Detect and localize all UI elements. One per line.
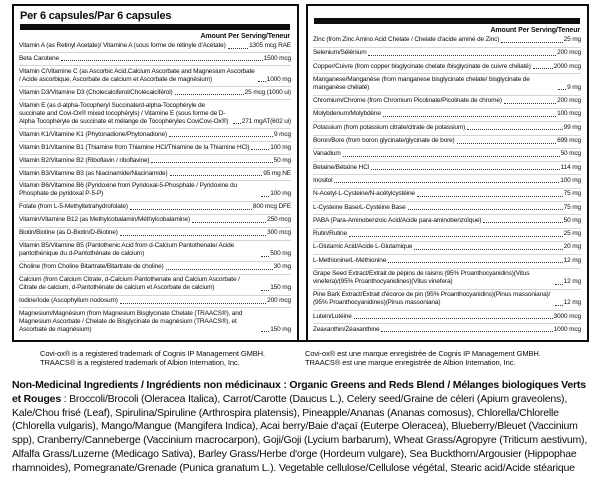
header-divider-bar [314, 18, 580, 24]
dotted-leader [120, 235, 266, 236]
dotted-leader [457, 143, 557, 144]
bottom-border-bridge [296, 340, 308, 343]
table-row [19, 307, 291, 336]
ingredient-amount: 75 mg [563, 203, 581, 211]
dotted-leader [555, 305, 563, 306]
ingredient-name: Pine Bark Extract/Extrait d'écorce de pin (95% Proanthocyanidins)(Pinus massoniana)/ (95% Proanthocyanidines)(Pinus massoniana) [313, 291, 551, 307]
ingredient-amount: 20 mg [563, 243, 581, 251]
table-row [19, 141, 291, 154]
table-row [19, 180, 291, 201]
ingredient-amount: 30 mg [273, 263, 291, 271]
dotted-leader [251, 149, 269, 150]
ingredient-amount: 50 mg [563, 216, 581, 224]
ingredient-amount: 114 mg [560, 163, 581, 171]
ingredient-amount: 75 mg [563, 190, 581, 198]
ingredient-amount: 25 mg [563, 230, 581, 238]
ingredient-amount: 50 mcg [560, 150, 581, 158]
ingredient-amount: 150 mg [270, 284, 291, 292]
header-divider-bar [20, 24, 290, 30]
ingredient-name: Biotin/Biotine (as D-Biotin/D-Biotine) [19, 229, 118, 237]
ingredient-amount: 50 mg [273, 156, 291, 164]
dotted-leader [555, 284, 563, 285]
ingredient-amount: 1500 mcg [263, 54, 291, 62]
table-row [19, 227, 291, 240]
ingredient-name: Vitamin A (as Retinyl Acetate)/ Vitamine A (sous forme de rétinyle d'Acétate) [19, 42, 226, 49]
right-facts-box [306, 4, 589, 342]
table-row [313, 241, 581, 254]
dotted-leader [349, 236, 563, 237]
ingredient-amount: 3000 mcg [553, 312, 581, 320]
ingredient-name: Vitamin/Vitamine B12 (as Methylcobalamin/Méthylcobalamine) [19, 216, 190, 224]
trademark-footnote-french [305, 349, 541, 367]
dotted-leader [343, 156, 560, 157]
ingredient-amount: 1305 mcg RAE [249, 42, 291, 49]
ingredient-amount: 12 mg [563, 299, 581, 307]
table-row [313, 135, 581, 148]
right-ingredient-rows [313, 35, 581, 337]
ingredient-name: Vitamin D3/Vitamine D3 (Cholecalciferol/Cholécalciférol) [19, 88, 173, 96]
table-row [19, 154, 291, 167]
dotted-leader [261, 256, 269, 257]
ingredient-amount: 500 mg [270, 250, 291, 258]
ingredient-name: Chromium/Chrome (from Chromium Picolinate/Picolinate de chrome) [313, 97, 502, 105]
dotted-leader [166, 269, 273, 270]
table-row [19, 65, 291, 86]
ingredient-amount: 100 mg [560, 176, 581, 184]
table-row [19, 128, 291, 141]
ingredient-name: Selenium/Sélénium [313, 49, 367, 57]
dotted-leader [261, 331, 269, 332]
dotted-leader [381, 331, 552, 332]
ingredient-amount: 25 mcg (1000 ui) [244, 88, 291, 96]
table-row [19, 240, 291, 261]
ingredient-amount: 12 mg [563, 278, 581, 286]
ingredient-name: Copper/Cuivre (from copper bisglycinate chelate /bisglycinate de cuivre chélaté) [313, 62, 531, 70]
table-row [313, 174, 581, 187]
ingredient-name: Zinc (from Zinc Amino Acid Chelate / Chelate d'acide aminé de Zinc) [313, 36, 500, 43]
table-row [313, 268, 581, 289]
dotted-leader [558, 89, 566, 90]
table-row [313, 214, 581, 227]
ingredient-name: Vitamin B6/Vitamine B6 (Pyridoxine from Pyridoxal-5-Phosphate / Pyridoxine du Phosphate de pyridoxal P-5-P) [19, 182, 237, 198]
table-row [19, 167, 291, 180]
ingredient-name: Betaine/Bétaïne HCl [313, 163, 370, 171]
table-row [313, 35, 581, 47]
dotted-leader [388, 262, 562, 263]
ingredient-amount: 1000 mg [266, 75, 291, 83]
table-row [313, 188, 581, 201]
ingredient-amount: 9 mg [567, 83, 581, 91]
ingredient-name: Manganese/Manganèse (from manganese bisglycinate chelate/ bisglycinate de manganèse chélaté) [313, 75, 530, 91]
ingredient-name: PABA (Para-Aminobenzoic Acid/Acide para-aminobenzoïque) [313, 216, 482, 224]
footnote-line: TRAACS® is a registered trademark of Albion Internation, Inc. [40, 358, 240, 367]
dotted-leader [504, 103, 556, 104]
dotted-leader [501, 42, 562, 43]
table-row [19, 52, 291, 65]
dotted-leader [417, 196, 563, 197]
ingredient-amount: 200 mcg [557, 97, 581, 105]
dotted-leader [483, 222, 562, 223]
ingredient-name: Vitamin E (as d-alpha-Tocopheryl Succinate/d-alpha-Tocophéryle de succinate and Covi-Ox® mixed tocophéryls) / Vitamine E (sous forme de D-Alpha Tocophéryle de succinate et mélange de Tocophéryles CoviCovi-Ox®) [19, 101, 229, 125]
ingredient-amount: 200 mcg [557, 49, 581, 57]
dotted-leader [228, 48, 248, 49]
dotted-leader [414, 249, 562, 250]
non-medicinal-heading: Non-Medicinal Ingredients / Ingrédients non médicinaux : Organic Greens and Reds Blend / Mélanges biologiques Verts et Rouges [12, 379, 586, 405]
ingredient-name: Inositol [313, 176, 333, 184]
non-medicinal-body: : Broccoli/Brocoli (Oleracea Italica), Carrot/Carotte (Daucus L.), Celery seed/Graine de céleri (Apium graveolens), Kale/Chou frisé (Leaf), Spirulina/Spiruline (Arthrospira platensis), Pineapple/Ananas (Ananas comosus), Chlorella/Chlorelle (Chlorella vulgaris), Mango/Mangue (Mangifera Indica), Acai berry/Baie d'açaï (Euterpe Oleracea), Blueberry/Bleuet (Vaccinium spp), Cranberry/Canneberge (Vaccinium macrocarpon), Goji/Goji (Lycium barbarum), Wheat Grass/Agropyre (Triticum aestivum), Alfalfa Grass/Luzerne (Medicago Sativa), Barley Grass/Herbe d'orge (Hordeum vulgare), Sea Buckthorn/Argousier (Hippophae rhamnoides), Pomegranate/Grenade (Punica granatum L.). Vegetable cellulose/Cellulose végétal, Stearic acid/Acide stéarique [12, 392, 588, 474]
ingredient-name: Lutein/Lutéine [313, 312, 352, 320]
ingredient-name: Beta Carotene [19, 54, 59, 62]
ingredient-name: Vitamin C/Vitamine C (as Ascorbic Acid,Calcium Ascorbate and Magnesium Ascorbate / Acide ascorbique, Ascorbate de calcium et Ascorbate de magnésium) [19, 67, 255, 83]
dotted-leader [467, 129, 563, 130]
dotted-leader [261, 196, 269, 197]
dotted-leader [261, 290, 269, 291]
dotted-leader [334, 182, 559, 183]
ingredient-amount: 100 mg [270, 190, 291, 198]
ingredient-amount: 300 mcg [267, 229, 291, 237]
table-row [313, 73, 581, 94]
trademark-footnote-english [40, 349, 293, 367]
amount-per-serving-header: Amount Per Serving/Teneur [490, 26, 580, 34]
ingredient-amount: 95 mg NE [263, 169, 291, 177]
ingredient-name: Calcium (from Calcium Citrate, d-Calcium Pantothenate and Calcium Ascorbate / Citrate de calcium, d-Pantothénate de calcium et Ascorbate de calcium) [19, 276, 240, 292]
table-row [313, 47, 581, 60]
ingredient-name: Choline (from Choline Bitartrate/Bitartrate de choline) [19, 263, 164, 271]
table-row [19, 295, 291, 308]
ingredient-name: Magnesium/Magnésium (from Magnesium Bisglycinate Chelate (TRAACS®), and Magnesium Ascorbate / Chelate de Bisglycinate de magnésium (TRAACS®), et Ascorbate de magnésium) [19, 309, 243, 333]
ingredient-name: Vitamin B1/Vitamine B1 (Thiamine from Thiamine HCl/Thiamine de la Thiamine HCl) [19, 143, 250, 151]
ingredient-name: L-Methionine/L-Méthionine [313, 256, 387, 264]
table-row [313, 121, 581, 134]
dotted-leader [233, 123, 241, 124]
dotted-leader [371, 169, 560, 170]
ingredient-name: Vitamin B3/Vitamine B3 (as Niacinamide/Niacinamide) [19, 169, 168, 177]
dotted-leader [258, 81, 266, 82]
ingredient-amount: 800 mcg DFE [252, 203, 291, 211]
ingredient-name: Molybdenum/Molybdène [313, 110, 381, 118]
ingredient-amount: 25 mg [563, 36, 581, 43]
dotted-leader [120, 303, 266, 304]
ingredient-amount: 100 mcg [557, 110, 581, 118]
ingredient-name: L-Cysteine Base/L-Cystéine Base [313, 203, 406, 211]
footnote-line: TRAACS® est une marque enregistrée de Albion Internation, Inc. [305, 358, 516, 367]
facts-tables [12, 4, 589, 342]
serving-size-title: Per 6 capsules/Par 6 capsules [20, 10, 172, 22]
ingredient-name: Iodine/Iode (Ascophyllum nodosum) [19, 297, 118, 304]
ingredient-name: Boron/Bore (from boron glycinate/glycinate de bore) [313, 137, 455, 145]
ingredient-amount: 12 mg [563, 256, 581, 264]
left-facts-box [12, 4, 299, 342]
dotted-leader [354, 318, 553, 319]
table-row [19, 274, 291, 295]
dotted-leader [192, 222, 266, 223]
ingredient-name: Rutin/Rutine [313, 230, 347, 238]
ingredient-amount: 100 mg [270, 143, 291, 151]
trademark-footnotes [0, 349, 600, 367]
table-row [19, 86, 291, 99]
ingredient-name: Grape Seed Extract/Extrait de pépins de raisins (95% Proanthocyanidins)(Vitus vinefera)/(95% Proanthocyanidines)(Vitus vinefera) [313, 270, 530, 286]
dotted-leader [408, 209, 563, 210]
table-row [313, 60, 581, 73]
non-medicinal-ingredients-paragraph [12, 379, 588, 476]
table-row [313, 201, 581, 214]
table-row [313, 323, 581, 336]
ingredient-name: Folate (from L-5-Methyltetrahydrofolate) [19, 203, 128, 211]
table-row [19, 99, 291, 128]
ingredient-amount: 9 mcg [274, 130, 291, 138]
ingredient-amount: 150 mg [270, 325, 291, 333]
table-row [19, 261, 291, 274]
footnote-line: Covi-ox® est une marque enregistrée de Cognis IP Management GMBH. [305, 349, 541, 358]
dotted-leader [130, 209, 252, 210]
ingredient-name: Vanadium [313, 150, 341, 158]
ingredient-name: Vitamin B5/Vitamine B5 (Pantothenic Acid from d-Calcium Pantothenate/ Acide pantothénique du d-Pantothénate de calcium) [19, 242, 235, 258]
table-row [313, 148, 581, 161]
ingredient-amount: 271 mgAT(602 ui) [241, 117, 291, 125]
table-row [313, 95, 581, 108]
ingredient-amount: 699 mcg [557, 137, 581, 145]
table-row [19, 214, 291, 227]
ingredient-amount: 99 mg [563, 123, 581, 131]
dotted-leader [169, 136, 273, 137]
table-row [19, 41, 291, 53]
table-row [313, 310, 581, 323]
left-ingredient-rows [19, 41, 291, 337]
table-row [19, 201, 291, 214]
dotted-leader [383, 116, 556, 117]
ingredient-amount: 250 mcg [267, 216, 291, 224]
dotted-leader [533, 68, 553, 69]
dotted-leader [151, 162, 272, 163]
footnote-line: Covi-ox® is a registered trademark of Cognis IP Management GMBH. [40, 349, 265, 358]
dotted-leader [175, 94, 244, 95]
table-row [313, 108, 581, 121]
ingredient-name: Vitamin K1/Vitamine K1 (Phytonadione/Phytonadione) [19, 130, 167, 138]
amount-per-serving-header: Amount Per Serving/Teneur [200, 32, 290, 40]
table-row [313, 254, 581, 267]
table-row [313, 289, 581, 310]
ingredient-name: Vitamin B2/Vitamine B2 (Riboflavin / riboflavine) [19, 156, 150, 164]
dotted-leader [170, 175, 263, 176]
table-row [313, 228, 581, 241]
ingredient-name: Zeaxanthin/Zéaxanthine [313, 325, 380, 333]
ingredient-amount: 2000 mcg [553, 62, 581, 70]
ingredient-amount: 1000 mcg [553, 325, 581, 333]
dotted-leader [61, 60, 263, 61]
table-row [313, 161, 581, 174]
ingredient-name: L-Glutamic Acid/Acide L-Glutamique [313, 243, 413, 251]
ingredient-amount: 200 mcg [267, 297, 291, 304]
dotted-leader [368, 55, 556, 56]
ingredient-name: Potassium (from potassium citrate/citrate de potassium) [313, 123, 466, 131]
ingredient-name: N-Acetyl-L-Cysteine/N-acétylcystéine [313, 190, 415, 198]
